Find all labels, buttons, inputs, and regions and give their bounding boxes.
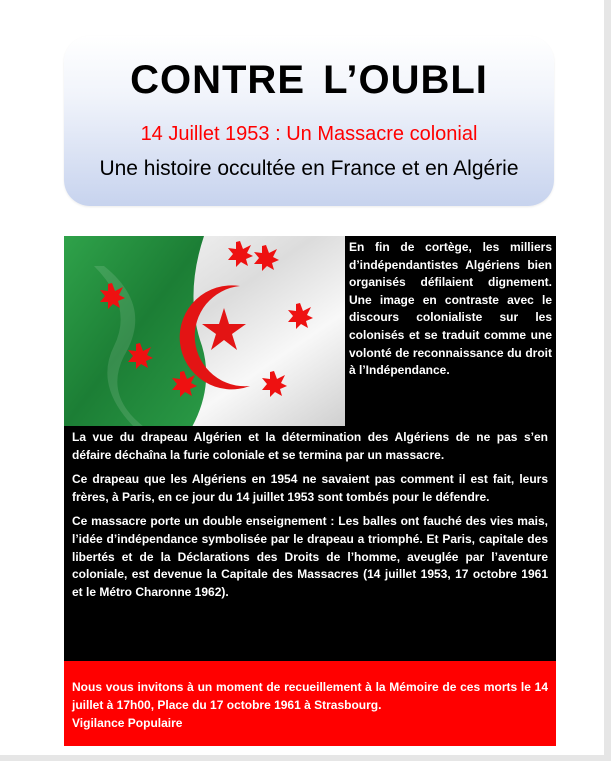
page-edge-bottom [0,755,611,761]
algerian-flag-icon [64,236,345,427]
page-title: CONTRE L’OUBLI [130,58,488,102]
subtitle-date: 14 Juillet 1953 : Un Massacre colonial [140,123,478,145]
paragraph-double-lesson: Ce massacre porte un double enseignement : Les balles ont fauché des vies mais, l’idée d’indépendance symbolisée par le drapeau a triomphé. Et Paris, capitale des libertés et de la Déclarations des Droits de l’homme, aveuglée par l’aventure coloniale, est devenue la Capitale des Massacres (14 juillet 1953, 17 octobre 1961 et le Métro Charonne 1962). [72,514,548,599]
invitation-text: Nous vous invitons à un moment de recueillement à la Mémoire de ces morts le 14 juillet à 17h00, Place du 17 octobre 1961 à Strasbourg. [72,680,548,712]
subtitle-history: Une histoire occultée en France et en Algérie [99,157,519,180]
main-text-box [64,426,556,661]
intro-text: En fin de cortège, les milliers d’indépendantistes Algériens bien organisés défilaient dignement. Une image en contraste avec le discours colonialiste sur les colonisés et se traduit comme une volonté de reconnaissance du droit à l’Indépendance. [349,240,552,378]
page-edge-right [604,0,611,761]
header-banner [64,36,554,206]
paragraph-flag-1954: Ce drapeau que les Algériens en 1954 ne savaient pas comment il est fait, leurs frères, à Paris, en ce jour du 14 juillet 1953 sont tombés pour le défendre. [72,472,548,504]
signature: Vigilance Populaire [72,716,183,730]
invitation-box [64,661,556,746]
paragraph-flag-furie: La vue du drapeau Algérien et la détermination des Algériens de ne pas s’en défaire déchaîna la furie coloniale et se termina par un massacre. [72,430,548,462]
intro-text-box [345,236,556,426]
